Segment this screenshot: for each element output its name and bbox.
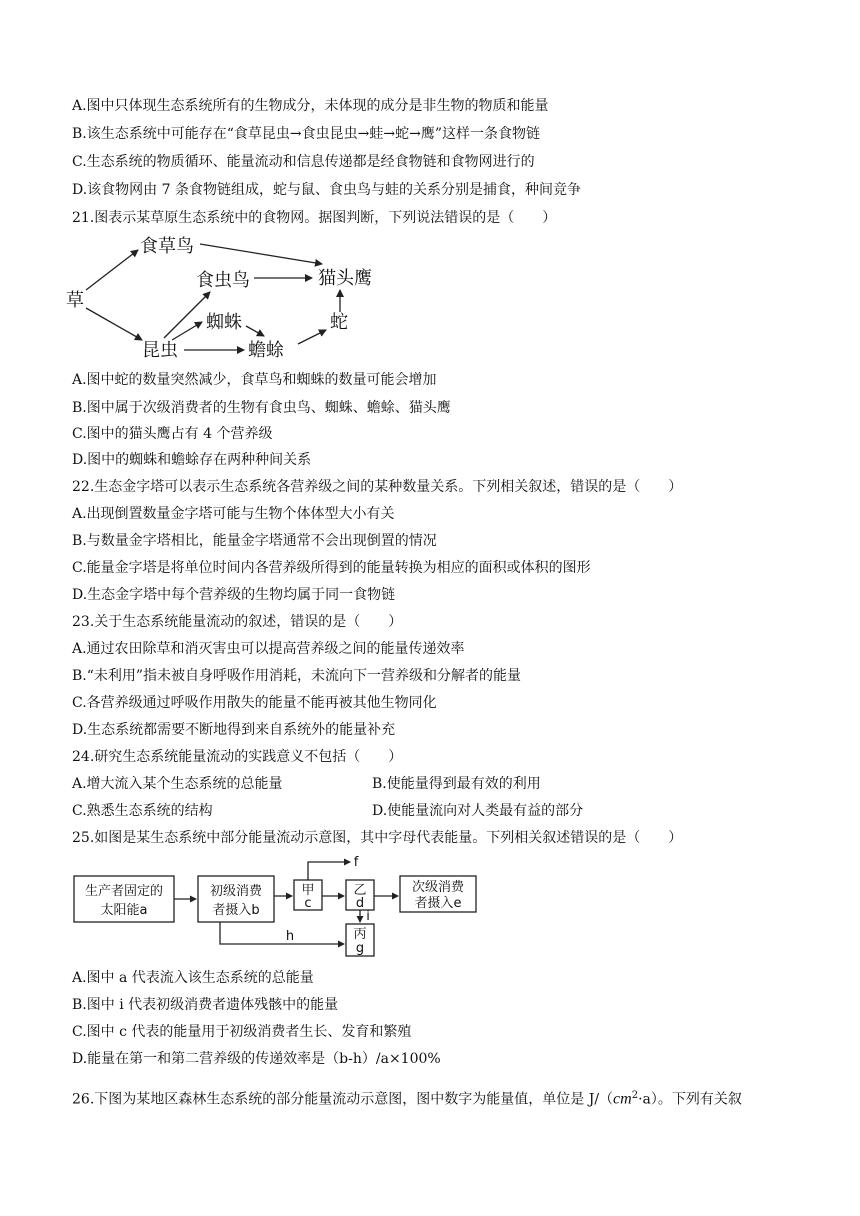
q20-option-c: C.生态系统的物质循环、能量流动和信息传递都是经食物链和食物网进行的 bbox=[72, 154, 535, 170]
q20-option-a: A.图中只体现生态系统所有的生物成分，未体现的成分是非生物的物质和能量 bbox=[72, 98, 549, 114]
q25-option-c: C.图中 c 代表的能量用于初级消费者生长、发育和繁殖 bbox=[72, 1024, 412, 1040]
q26-stem-part2: ·a）。下列有关叙 bbox=[638, 1091, 742, 1108]
q23-option-b: B.“未利用”指未被自身呼吸作用消耗，未流向下一营养级和分解者的能量 bbox=[72, 668, 522, 684]
q21-option-b: B.图中属于次级消费者的生物有食虫鸟、蜘蛛、蟾蜍、猫头鹰 bbox=[72, 400, 451, 416]
q24-stem: 24.研究生态系统能量流动的实践意义不包括（ ） bbox=[72, 749, 403, 765]
secondary-label-line1: 次级消费 bbox=[411, 880, 465, 895]
q26-stem bbox=[72, 1086, 742, 1110]
arrow-jia-f bbox=[308, 862, 350, 880]
primary-label-line2: 者摄入b bbox=[212, 903, 260, 918]
q24-option-a: A.增大流入某个生态系统的总能量 bbox=[72, 776, 283, 792]
q25-option-d: D.能量在第一和第二营养级的传递效率是（b-h）/a×100% bbox=[72, 1051, 441, 1067]
q24-option-c: C.熟悉生态系统的结构 bbox=[72, 803, 213, 819]
food-web-diagram bbox=[60, 228, 400, 368]
q21-stem: 21.图表示某草原生态系统中的食物网。据图判断，下列说法错误的是（ ） bbox=[72, 210, 557, 226]
q25-stem: 25.如图是某生态系统中部分能量流动示意图，其中字母代表能量。下列相关叙述错误的是（ ） bbox=[72, 830, 683, 846]
arrow-grass-insect bbox=[86, 308, 142, 340]
arrow-toad-snake bbox=[298, 330, 326, 344]
arrow-spider-toad bbox=[246, 326, 264, 336]
node-owl: 猫头鹰 bbox=[318, 268, 372, 289]
q22-option-a: A.出现倒置数量金字塔可能与生物个体体型大小有关 bbox=[72, 506, 395, 522]
energy-flow-diagram bbox=[70, 852, 480, 962]
q25-option-a: A.图中 a 代表流入该生态系统的总能量 bbox=[72, 970, 314, 986]
g-label: g bbox=[355, 941, 365, 956]
node-herbivore-bird: 食草鸟 bbox=[140, 236, 194, 257]
h-label: h bbox=[285, 929, 295, 944]
q21-option-a: A.图中蛇的数量突然减少，食草鸟和蜘蛛的数量可能会增加 bbox=[72, 372, 437, 388]
q25-option-b: B.图中 i 代表初级消费者遗体残骸中的能量 bbox=[72, 997, 339, 1013]
q21-option-d: D.图中的蜘蛛和蟾蜍存在两种种间关系 bbox=[72, 452, 312, 468]
q26-unit-base: cm bbox=[613, 1090, 632, 1108]
q26-stem-part1: 26.下图为某地区森林生态系统的部分能量流动示意图，图中数字为能量值，单位是 J/（ bbox=[72, 1091, 614, 1108]
q24-option-d: D.使能量流向对人类最有益的部分 bbox=[372, 803, 584, 819]
d-label: d bbox=[355, 896, 365, 911]
q24-option-b: B.使能量得到最有效的利用 bbox=[372, 776, 541, 792]
arrow-herbbird-owl bbox=[200, 244, 322, 264]
q21-option-c: C.图中的猫头鹰占有 4 个营养级 bbox=[72, 426, 273, 442]
q23-stem: 23.关于生态系统能量流动的叙述，错误的是（ ） bbox=[72, 614, 403, 630]
f-label: f bbox=[353, 855, 359, 870]
bing-label: 丙 bbox=[353, 927, 367, 942]
primary-label-line1: 初级消费 bbox=[209, 884, 263, 899]
q23-option-d: D.生态系统都需要不断地得到来自系统外的能量补充 bbox=[72, 722, 396, 738]
q26-unit-exponent: 2 bbox=[631, 1090, 639, 1101]
jia-label: 甲 bbox=[301, 883, 315, 898]
node-insectivore-bird: 食虫鸟 bbox=[196, 270, 250, 291]
yi-label: 乙 bbox=[353, 883, 367, 898]
q22-option-c: C.能量金字塔是将单位时间内各营养级所得到的能量转换为相应的面积或体积的图形 bbox=[72, 560, 591, 576]
node-insect: 昆虫 bbox=[142, 340, 178, 361]
node-grass: 草 bbox=[66, 290, 84, 311]
q22-option-b: B.与数量金字塔相比，能量金字塔通常不会出现倒置的情况 bbox=[72, 533, 437, 549]
c-label: c bbox=[304, 896, 312, 911]
node-toad: 蟾蜍 bbox=[248, 340, 284, 361]
secondary-label-line2: 者摄入e bbox=[414, 896, 462, 911]
node-spider: 蜘蛛 bbox=[206, 312, 242, 333]
q23-option-a: A.通过农田除草和消灭害虫可以提高营养级之间的能量传递效率 bbox=[72, 641, 465, 657]
producer-label-line1: 生产者固定的 bbox=[84, 884, 164, 899]
q20-option-b: B.该生态系统中可能存在“食草昆虫→食虫昆虫→蛙→蛇→鹰”这样一条食物链 bbox=[72, 126, 540, 142]
node-snake: 蛇 bbox=[330, 312, 348, 333]
arrow-primary-bing-h bbox=[220, 922, 344, 944]
q20-option-d: D.该食物网由 7 条食物链组成，蛇与鼠、食虫鸟与蛙的关系分别是捕食，种间竞争 bbox=[72, 182, 581, 198]
q22-option-d: D.生态金字塔中每个营养级的生物均属于同一食物链 bbox=[72, 587, 396, 603]
q23-option-c: C.各营养级通过呼吸作用散失的能量不能再被其他生物同化 bbox=[72, 695, 437, 711]
producer-label-line2: 太阳能a bbox=[100, 903, 148, 918]
arrow-grass-herbbird bbox=[86, 250, 138, 290]
q22-stem: 22.生态金字塔可以表示生态系统各营养级之间的某种数量关系。下列相关叙述，错误的是（ ） bbox=[72, 479, 683, 495]
i-label: i bbox=[366, 909, 370, 924]
